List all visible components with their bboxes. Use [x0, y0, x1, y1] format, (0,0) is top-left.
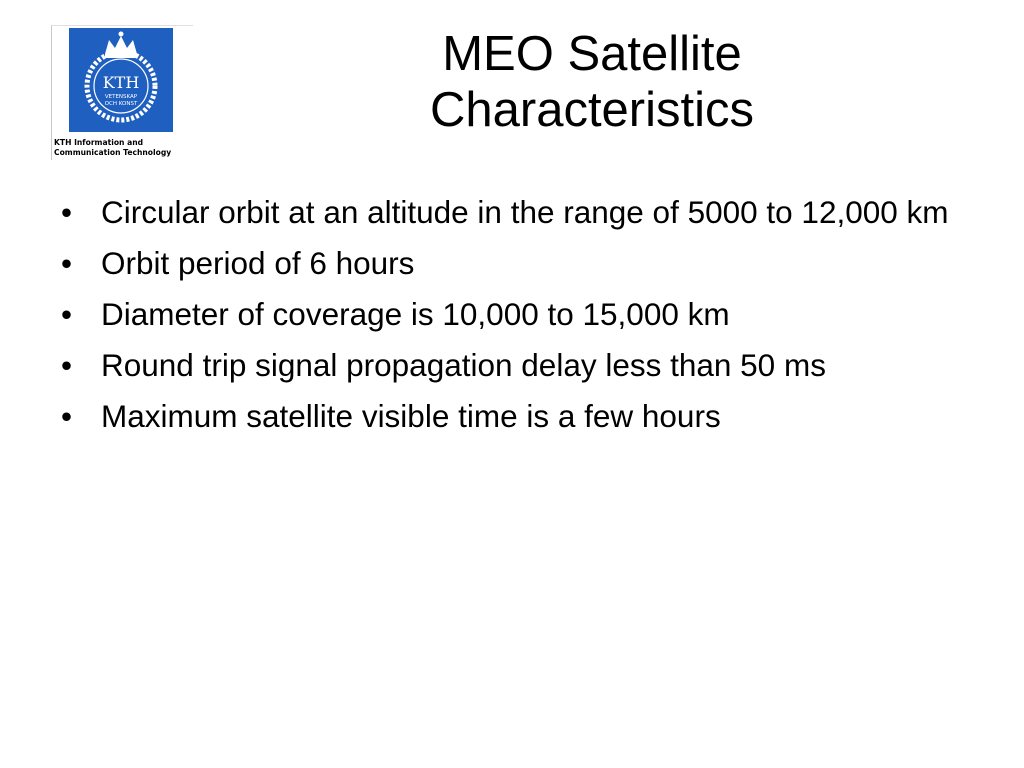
bullet-text: Orbit period of 6 hours [101, 245, 415, 281]
bullet-icon: • [61, 245, 73, 281]
list-item [0, 242, 1024, 284]
list-item [0, 395, 1024, 437]
bullet-text: Diameter of coverage is 10,000 to 15,000 km [101, 296, 730, 332]
logo-caption: KTH Information and Communication Technology [54, 138, 172, 157]
bullet-text: Maximum satellite visible time is a few hours [101, 398, 721, 434]
slide-title: MEO Satellite Characteristics [429, 27, 755, 137]
list-item [0, 344, 1024, 386]
svg-text:KTH: KTH [102, 73, 140, 92]
bullet-icon: • [61, 398, 73, 434]
crown-icon [69, 28, 173, 132]
svg-text:VETENSKAP: VETENSKAP [104, 94, 138, 100]
list-item [0, 293, 1024, 335]
bullet-text: Round trip signal propagation delay less than 50 ms [101, 347, 826, 383]
kth-logo [51, 25, 193, 160]
kth-seal [69, 28, 173, 132]
bullet-icon: • [61, 296, 73, 332]
bullet-list [0, 191, 1024, 446]
bullet-icon: • [61, 194, 73, 230]
svg-text:OCH KONST: OCH KONST [104, 101, 138, 107]
bullet-text: Circular orbit at an altitude in the range of 5000 to 12,000 km [101, 194, 949, 230]
list-item [0, 191, 1024, 233]
bullet-icon: • [61, 347, 73, 383]
